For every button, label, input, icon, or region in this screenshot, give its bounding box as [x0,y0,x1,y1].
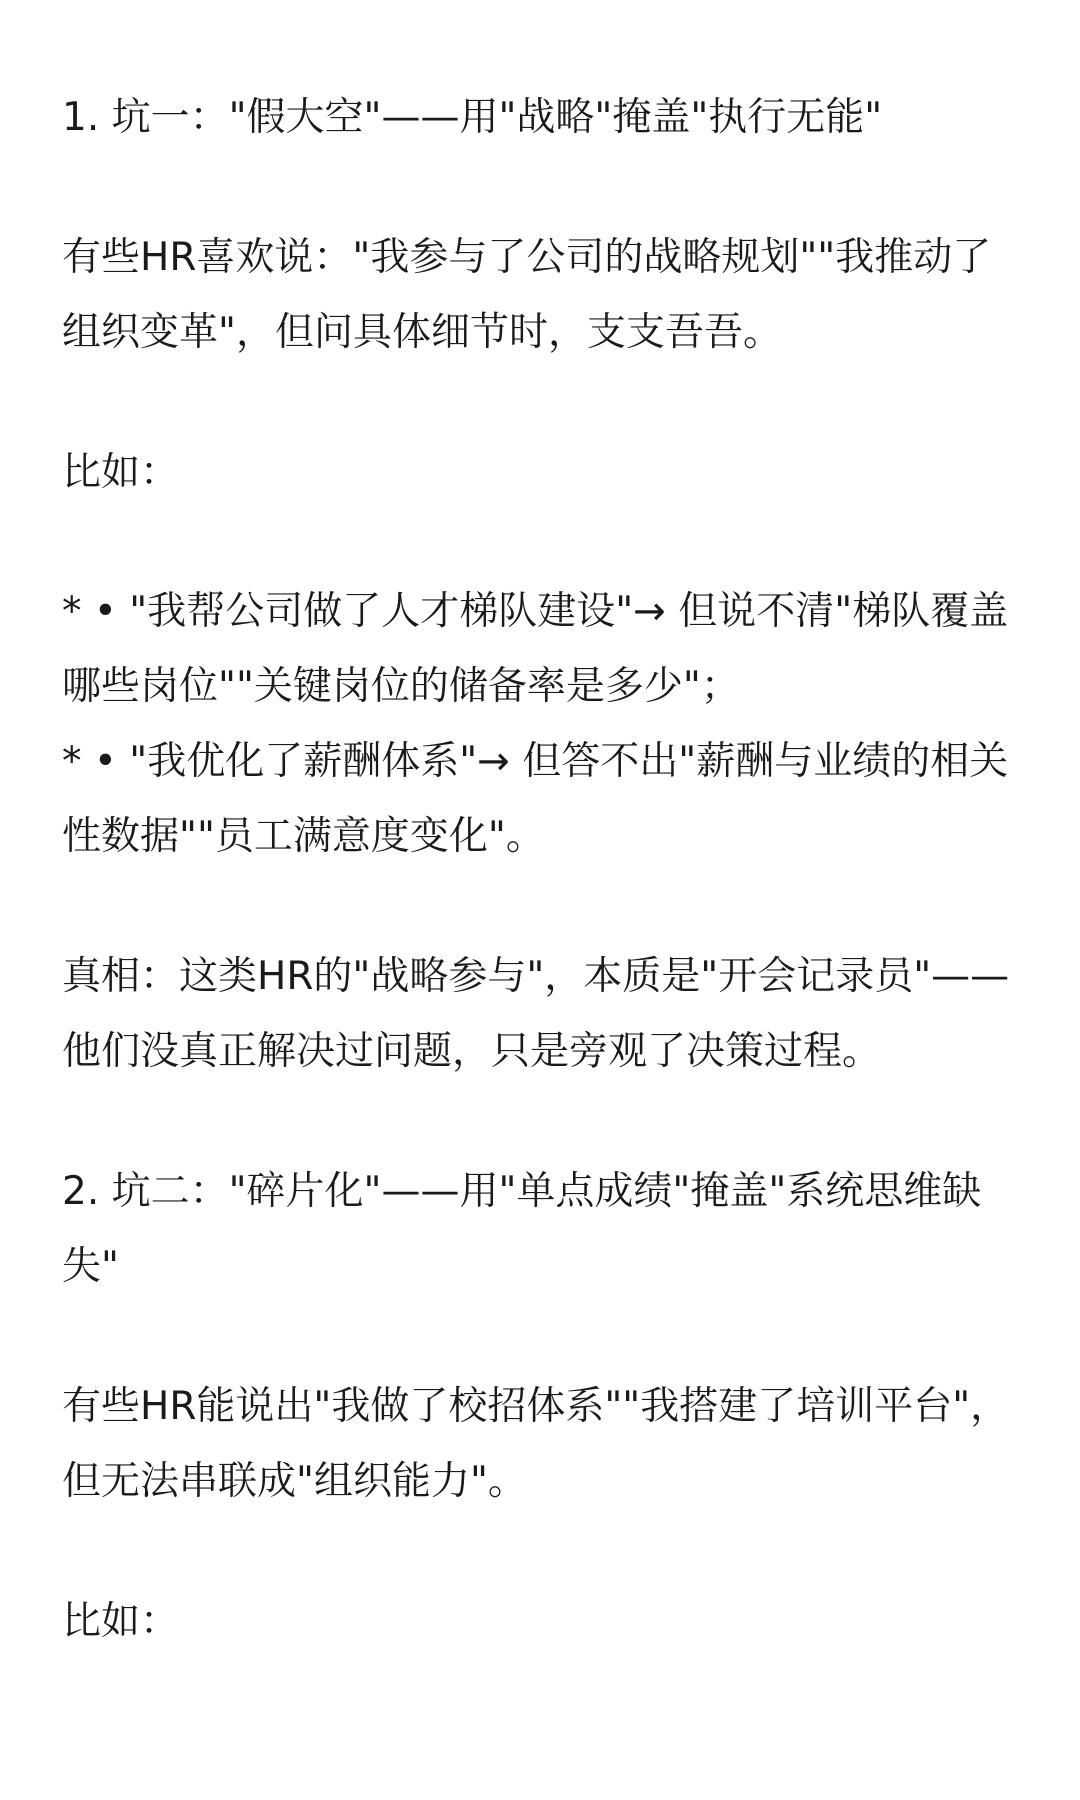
paragraph: 有些HR能说出"我做了校招体系""我搭建了培训平台"，但无法串联成"组织能力"。 [62,1384,1010,1504]
section-heading-2: 2. 坑二："碎片化"——用"单点成绩"掩盖"系统思维缺失" [62,1169,982,1289]
section-heading-1: 1. 坑一："假大空"——用"战略"掩盖"执行无能" [62,95,883,140]
bullet-item: * • "我帮公司做了人才梯队建设"→ 但说不清"梯队覆盖哪些岗位""关键岗位的储备率是多少"； [62,589,1009,709]
article-body [62,0,1028,1659]
paragraph: 有些HR喜欢说："我参与了公司的战略规划""我推动了组织变革"，但问具体细节时，支支吾吾。 [62,235,992,355]
paragraph: 比如： [62,450,180,495]
bullet-item: * • "我优化了薪酬体系"→ 但答不出"薪酬与业绩的相关性数据""员工满意度变化"。 [62,739,1009,859]
paragraph: 真相：这类HR的"战略参与"，本质是"开会记录员"——他们没真正解决过问题，只是旁观了决策过程。 [62,954,1010,1074]
paragraph: 比如： [62,1599,180,1644]
